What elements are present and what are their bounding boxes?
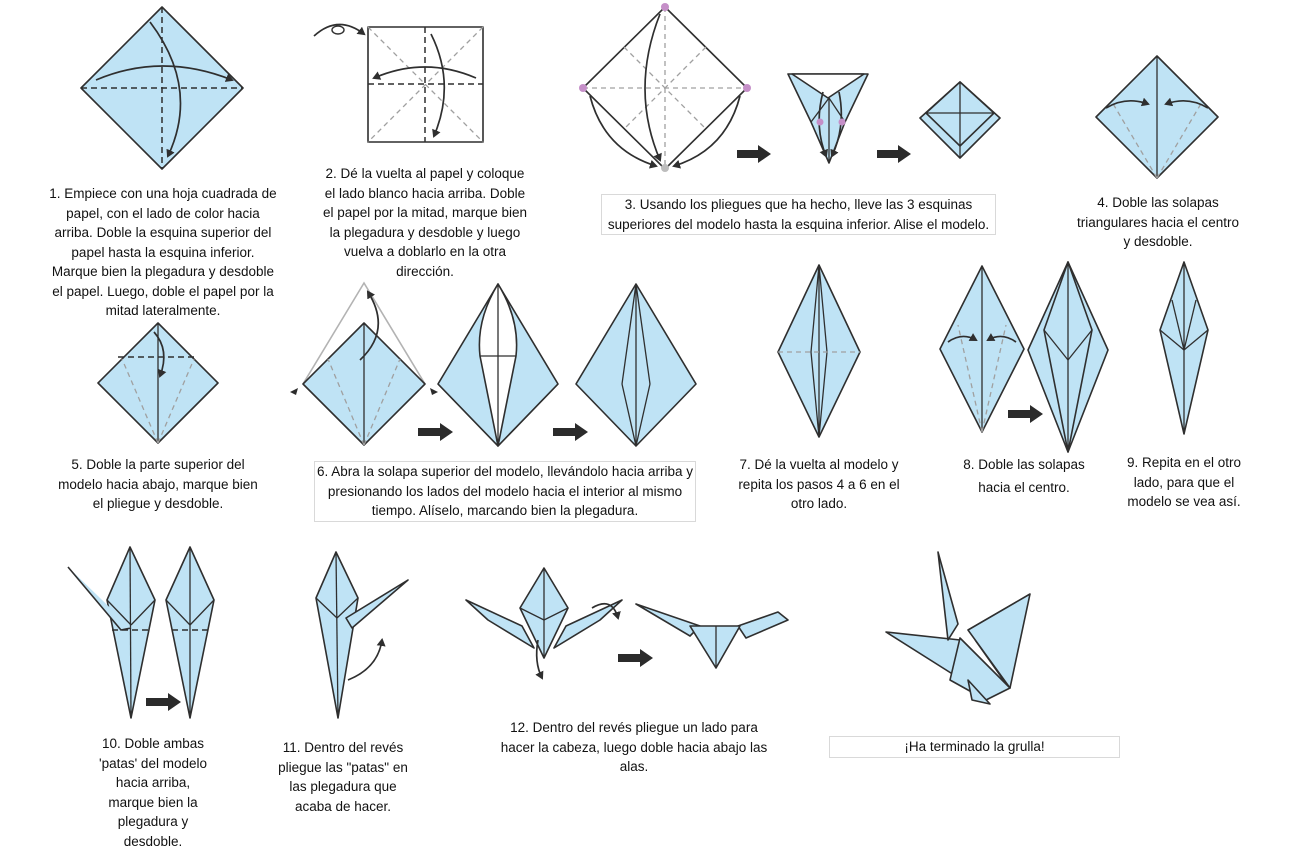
step-5-figure: [98, 323, 218, 443]
step-8-caption: 8. Doble las solapas hacia el centro.: [963, 457, 1085, 495]
step-9-caption: 9. Repita en el otro lado, para que el modelo se vea así.: [1126, 455, 1242, 509]
step-10-figure: [68, 547, 214, 718]
arrow-icon: [553, 423, 588, 441]
step-11-figure: [316, 552, 408, 718]
turn-over-icon: [314, 24, 364, 36]
step-2-caption: 2. Dé la vuelta al papel y coloque el lado blanco hacia arriba. Doble el papel por la mitad, marque bien la plegadura y desdoble y luego vuelva a doblarlo en la otra dirección.: [322, 166, 528, 279]
step-3-figure: [579, 3, 1000, 172]
arrow-icon: [1008, 405, 1043, 423]
step-7-caption: 7. Dé la vuelta al modelo y repita los pasos 4 a 6 en el otro lado.: [738, 457, 900, 511]
finished-crane-figure: [886, 552, 1030, 704]
step-6-caption: 6. Abra la solapa superior del modelo, llevándolo hacia arriba y presionando los lados del modelo hacia el interior al mismo tiempo. Alíselo, marcando bien la plegadura.: [314, 461, 696, 522]
step-10-caption: 10. Doble ambas 'patas' del modelo hacia arriba, marque bien la plegadura y desdoble.: [99, 736, 207, 849]
step-2-figure: [314, 24, 483, 142]
step-3-caption: 3. Usando los pliegues que ha hecho, lleve las 3 esquinas superiores del modelo hasta la esquina inferior. Alise el modelo.: [601, 194, 996, 235]
step-9-figure: [1160, 262, 1208, 434]
arrow-icon: [618, 649, 653, 667]
arrow-icon: [146, 693, 181, 711]
step-5-caption: 5. Doble la parte superior del modelo hacia abajo, marque bien el pliegue y desdoble.: [58, 457, 258, 511]
final-caption: ¡Ha terminado la grulla!: [829, 736, 1120, 758]
arrow-icon: [877, 145, 911, 163]
step-4-caption: 4. Doble las solapas triangulares hacia el centro y desdoble.: [1076, 195, 1240, 249]
step-12-caption: 12. Dentro del revés pliegue un lado para hacer la cabeza, luego doble hacia abajo las alas.: [500, 720, 768, 774]
step-6-figure: [290, 283, 696, 446]
step-8-figure: [940, 262, 1108, 452]
step-1-figure: [81, 7, 243, 169]
step-4-figure: [1096, 56, 1218, 178]
step-7-figure: [778, 265, 860, 437]
step-11-caption: 11. Dentro del revés pliegue las "patas" en las plegadura que acaba de hacer.: [278, 740, 408, 814]
step-1-caption: 1. Empiece con una hoja cuadrada de papel, con el lado de color hacia arriba. Doble la esquina superior del papel hasta la esquina inferior. Marque bien la plegadura y desdoble el papel. Luego, doble el papel por la mitad lateralmente.: [49, 186, 277, 318]
arrow-icon: [418, 423, 453, 441]
arrow-icon: [737, 145, 771, 163]
